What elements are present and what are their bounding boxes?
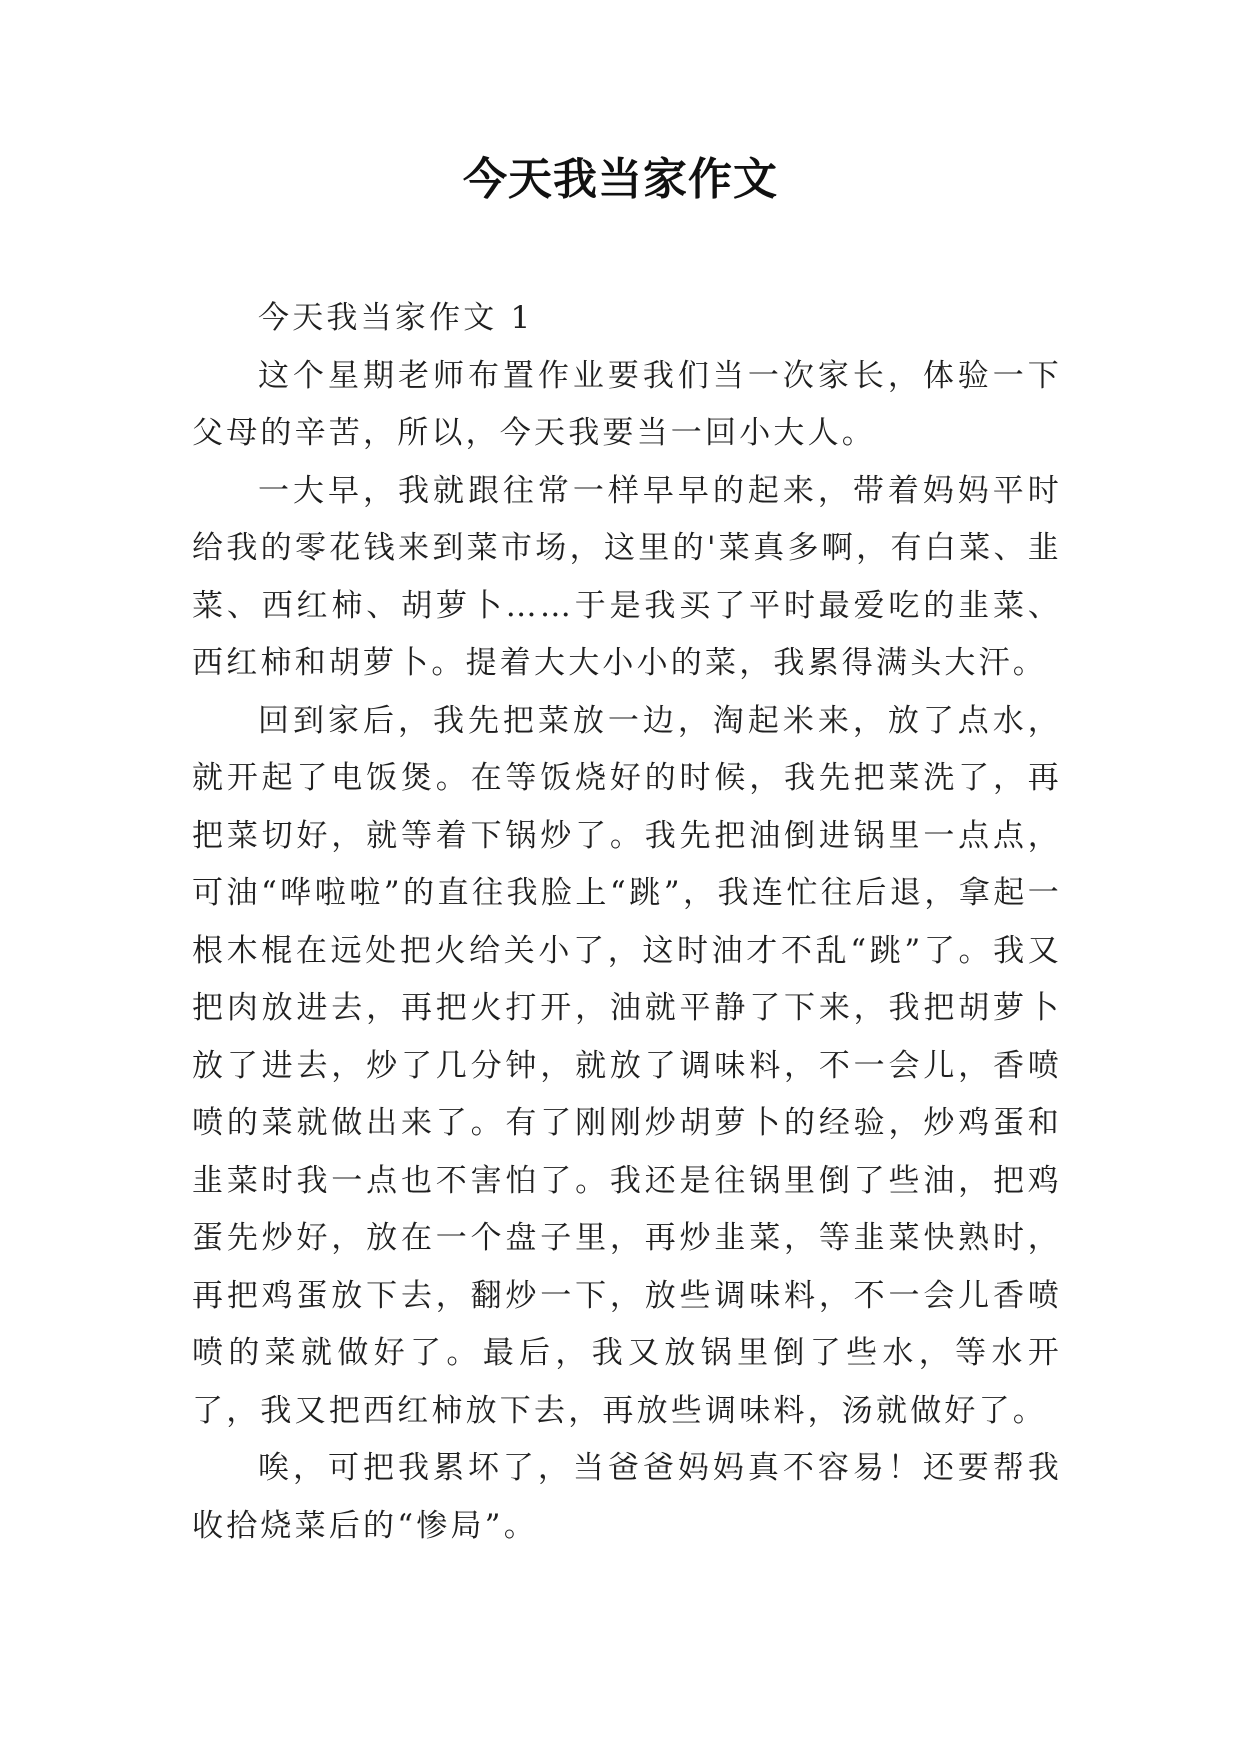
document-title: 今天我当家作文: [463, 154, 778, 205]
paragraph-conclusion: 唉，可把我累坏了，当爸爸妈妈真不容易！还要帮我收拾烧菜后的“惨局”。: [192, 1450, 1062, 1544]
subtitle-paragraph: 今天我当家作文 1: [258, 300, 534, 336]
paragraph-market: 一大早，我就跟往常一样早早的起来，带着妈妈平时给我的零花钱来到菜市场，这里的'菜真多啊，有白菜、韭菜、西红柿、胡萝卜……于是我买了平时最爱吃的韭菜、西红柿和胡萝卜。提着大大小小的菜，我累得满头大汗。: [192, 472, 1062, 681]
paragraph-cooking: 回到家后，我先把菜放一边，淘起米来，放了点水，就开起了电饭煲。在等饭烧好的时候，我先把菜洗了，再把菜切好，就等着下锅炒了。我先把油倒进锅里一点点，可油“哗啦啦”的直往我脸上“跳”，我连忙往后退，拿起一根木棍在远处把火给关小了，这时油才不乱“跳”了。我又把肉放进去，再把火打开，油就平静了下来，我把胡萝卜放了进去，炒了几分钟，就放了调味料，不一会儿，香喷喷的菜就做出来了。有了刚刚炒胡萝卜的经验，炒鸡蛋和韭菜时我一点也不害怕了。我还是往锅里倒了些油，把鸡蛋先炒好，放在一个盘子里，再炒韭菜，等韭菜快熟时，再把鸡蛋放下去，翻炒一下，放些调味料，不一会儿香喷喷的菜就做好了。最后，我又放锅里倒了些水，等水开了，我又把西红柿放下去，再放些调味料，汤就做好了。: [192, 702, 1062, 1429]
document-body: [192, 290, 1062, 1555]
paragraph-intro: 这个星期老师布置作业要我们当一次家长，体验一下父母的辛苦，所以，今天我要当一回小大人。: [192, 357, 1062, 451]
